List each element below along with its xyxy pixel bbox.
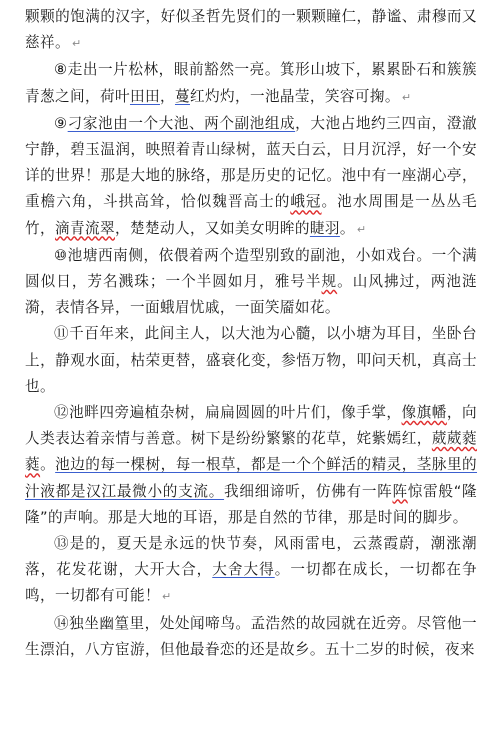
paragraph-mark-icon: ↵ <box>401 90 412 104</box>
text-run: 我细细谛听，仿佛有一阵 <box>224 482 393 500</box>
text-run: 蔓 <box>174 87 190 105</box>
text-run: ⑬是的，夏天是永远的快节奏，风雨雷电，云蒸霞蔚，潮涨潮落，花发花谢，大开大合， <box>25 535 477 579</box>
text-run: 大舍大得 <box>212 561 275 579</box>
text-run: ⑫池畔四旁遍植杂树，扁扁圆圆的叶片们，像手掌， <box>54 404 402 422</box>
text-run: 睫羽 <box>309 219 340 237</box>
paragraph-p8 <box>25 57 477 110</box>
text-run: 。 <box>40 456 56 474</box>
text-run: ，向人类表达着亲情与善意。树下是纷纷繁繁的花草，姹紫嫣红， <box>25 404 477 448</box>
paragraph-p11 <box>25 321 477 400</box>
text-run: 滴青流翠 <box>55 219 115 237</box>
text-run: 。 <box>339 219 355 237</box>
paragraph-p-cont <box>25 4 477 57</box>
text-run: ，大池占地约三四亩，澄澈宁静，碧玉温润，映照着青山绿树，蓝天白云，日月沉浮，好一个安详的世界！那是大地的脉络，那是历史的记忆。池中有一座湖心亭，重檐六角，斗拱高耸，恰似魏晋高士的 <box>25 114 477 211</box>
text-run: ⑭独坐幽篁里，处处闻啼鸟。孟浩然的故园就在近旁。尽管他一生漂泊，八方宦游，但他最眷恋的还是故乡。五十二岁的时候，夜来 <box>25 614 477 658</box>
document-page <box>25 4 477 663</box>
text-run: 。一切都在成长，一切都在争鸣，一切都有可能！ <box>25 561 477 605</box>
text-run: ⑪千百年来，此间主人，以大池为心髓，以小塘为耳目，坐卧台上，静观水面，枯荣更替，盛衰化变，参悟万物，叩问天机，真高士也。 <box>25 325 477 395</box>
text-run: 颗颗的饱满的汉字，好似圣哲先贤们的一颗颗瞳仁，静谧、肃穆而又慈祥。 <box>25 8 477 52</box>
text-run: 峨冠 <box>290 193 322 211</box>
paragraph-mark-icon: ↵ <box>161 590 172 604</box>
text-run: ⑧走出一片松林，眼前豁然一亮。箕形山坡下，累累卧石和簇簇青葱之间，荷叶 <box>25 61 477 105</box>
text-run: 。池水周围是一丛丛毛竹， <box>25 193 477 237</box>
text-run: 阵 <box>392 482 408 500</box>
paragraph-p14 <box>25 611 477 663</box>
text-run: 葳葳蕤蕤 <box>25 430 477 474</box>
paragraph-p9 <box>25 111 477 243</box>
text-run: 规 <box>321 273 338 291</box>
paragraph-mark-icon: ↵ <box>71 37 82 51</box>
text-run: 红灼灼，一池晶莹，笑容可掬。 <box>189 87 400 105</box>
text-run: 。山风拂过，两池涟漪，表情各异，一面蛾眉忧戚，一面笑靥如花。 <box>25 273 477 317</box>
text-run: 刁家池由一个大池、两个副池组成 <box>67 114 296 132</box>
paragraph-p12 <box>25 400 477 531</box>
text-run: 田田 <box>129 87 160 105</box>
paragraph-p13 <box>25 531 477 611</box>
text-run: ， <box>159 87 175 105</box>
text-run: 惊雷般“隆隆”的声响。那是大地的耳语，那是自然的节律，那是时间的脚步。 <box>25 482 478 526</box>
text-run: ，楚楚动人，又如美女明眸的 <box>114 219 310 237</box>
paragraph-mark-icon: ↵ <box>356 222 367 236</box>
text-run: ⑩池塘西南侧，依偎着两个造型别致的副池，小如戏台。一个满圆似日，芳名溅珠；一个半圆如月，雅号半 <box>25 246 477 291</box>
text-run: 池边的每一棵树，每一根草，都是一个个鲜活的精灵，茎脉里的汁液都是汉江最微小的支流。 <box>25 456 478 500</box>
text-run: 像旗幡 <box>401 404 447 422</box>
text-run: ⑨ <box>54 114 68 132</box>
paragraph-p10 <box>25 243 477 322</box>
